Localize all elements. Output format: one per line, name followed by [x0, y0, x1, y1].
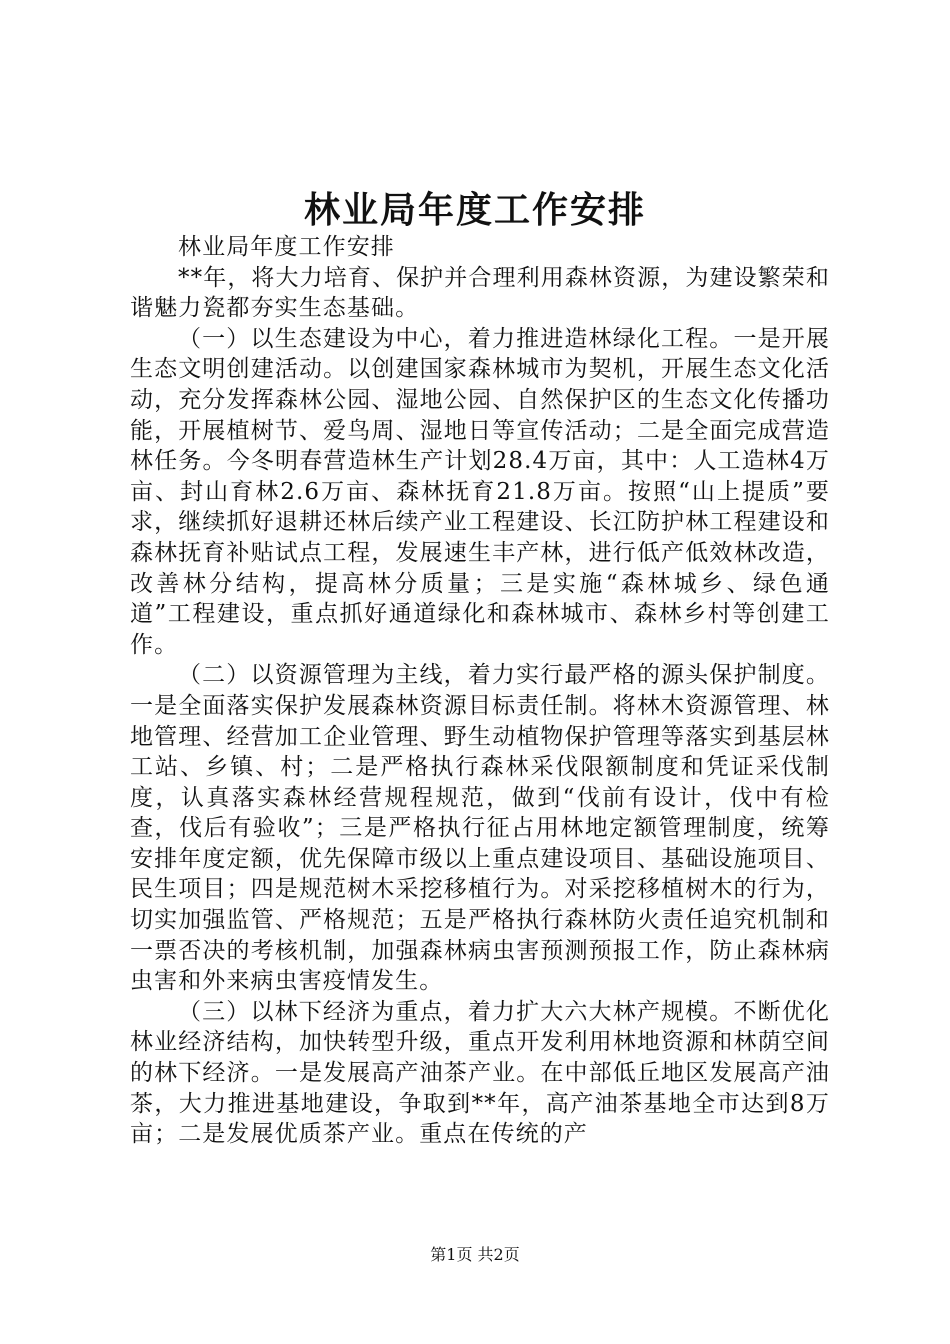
document-title: 林业局年度工作安排: [303, 189, 646, 231]
paragraph-section-1: （一）以生态建设为中心，着力推进造林绿化工程。一是开展生态文明创建活动。以创建国家森林城市为契机，开展生态文化活动，充分发挥森林公园、湿地公园、自然保护区的生态文化传播功能，开展植树节、爱鸟周、湿地日等宣传活动；二是全面完成营造林任务。今冬明春营造林生产计划28.4万亩，其中：人工造林4万亩、封山育林2.6万亩、森林抚育21.8万亩。按照“山上提质”要求，继续抓好退耕还林后续产业工程建设、长江防护林工程建设和森林抚育补贴试点工程，发展速生丰产林，进行低产低效林改造，改善林分结构，提高林分质量；三是实施“森林城乡、绿色通道”工程建设，重点抓好通道绿化和森林城市、森林乡村等创建工作。: [130, 325, 830, 658]
paragraph-intro: **年，将大力培育、保护并合理利用森林资源，为建设繁荣和谐魅力瓷都夯实生态基础。: [130, 264, 830, 322]
page-number-footer: 第1页 共2页: [430, 1245, 520, 1264]
paragraph-section-3: （三）以林下经济为重点，着力扩大六大林产规模。不断优化林业经济结构，加快转型升级，重点开发利用林地资源和林荫空间的林下经济。一是发展高产油茶产业。在中部低丘地区发展高产油茶，大力推进基地建设，争取到**年，高产油茶基地全市达到8万亩；二是发展优质茶产业。重点在传统的产: [130, 998, 830, 1148]
document-body: [130, 232, 830, 1150]
paragraph-section-2: （二）以资源管理为主线，着力实行最严格的源头保护制度。一是全面落实保护发展森林资源目标责任制。将林木资源管理、林地管理、经营加工企业管理、野生动植物保护管理等落实到基层林工站、乡镇、村；二是严格执行森林采伐限额制度和凭证采伐制度，认真落实森林经营规程规范，做到“伐前有设计，伐中有检查，伐后有验收”；三是严格执行征占用林地定额管理制度，统筹安排年度定额，优先保障市级以上重点建设项目、基础设施项目、民生项目；四是规范树木采挖移植行为。对采挖移植树木的行为，切实加强监管、严格规范；五是严格执行森林防火责任追究机制和一票否决的考核机制，加强森林病虫害预测预报工作，防止森林病虫害和外来病虫害疫情发生。: [130, 662, 830, 995]
paragraph-heading: 林业局年度工作安排: [178, 234, 395, 260]
